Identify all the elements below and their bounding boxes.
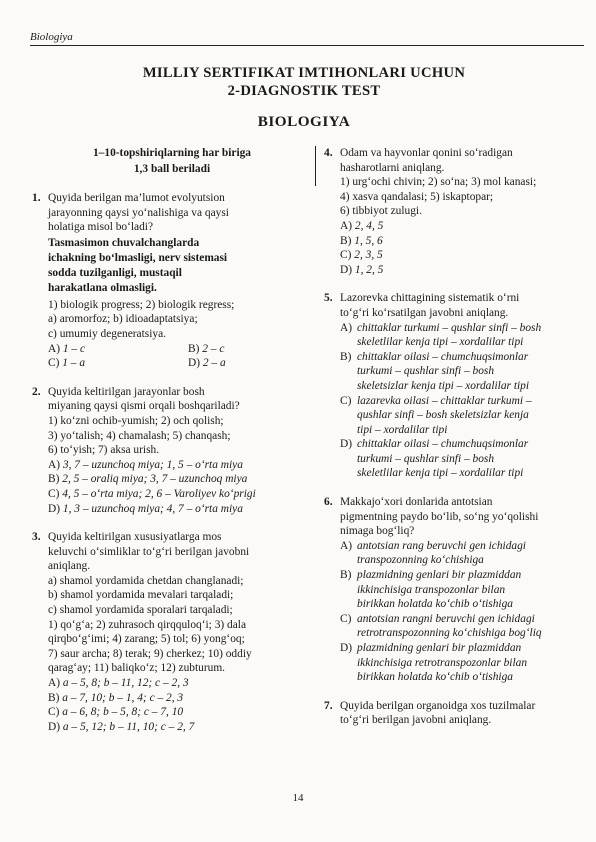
question-4	[324, 146, 590, 277]
stem-line: Lazorevka chittagining sistematik o‘rni	[340, 292, 520, 305]
question-2	[32, 385, 308, 516]
option-a[interactable]: A) 2, 4, 5	[340, 219, 384, 232]
question-7	[324, 699, 590, 728]
option-a[interactable]: A) a – 5, 8; b – 11, 12; c – 2, 3	[48, 677, 189, 690]
item-line: 1) biologik progress; 2) biologik regress;	[48, 298, 235, 311]
option-c[interactable]: C) a – 6, 8; b – 5, 8; c – 7, 10	[48, 706, 184, 719]
stem-line: aniqlang.	[48, 560, 91, 573]
stem-line: Quyida berilgan ma’lumot evolyutsion	[48, 192, 225, 204]
stem-line: qirqbo‘g‘imi; 4) zarang; 5) tol; 6) yong‘oq;	[48, 633, 245, 646]
option-b[interactable]: B) 1, 5, 6	[340, 234, 383, 247]
question-number: 4.	[324, 147, 333, 159]
left-column	[32, 146, 308, 748]
option-line: qushlar sinfi – bosh skeletsizlar kenja	[357, 409, 529, 422]
stem-line: to‘g‘ri ko‘rsatilgan javobni aniqlang.	[340, 306, 509, 319]
item-line: c) umumiy degeneratsiya.	[48, 327, 166, 340]
option-b[interactable]: B) chittaklar oilasi – chumchuqsimonlar turkumi – qushlar sinfi – bosh skeletsizlar kenja tipi – xordalilar tipi	[340, 350, 590, 394]
stem-line: pigmentning paydo bo‘lib, so‘ng yo‘qolishi	[340, 510, 539, 523]
stem-line: c) shamol yordamida sporalari tarqaladi;	[48, 604, 233, 617]
option-line: transpozonning ko‘chishiga	[357, 554, 484, 567]
option-c[interactable]: C) 1 – a	[48, 357, 86, 370]
stem-line: a) shamol yordamida chetdan changlanadi;	[48, 574, 244, 587]
stem-line: 1) ko‘zni ochib-yumish; 2) och qolish;	[48, 414, 224, 427]
option-line: skeletlilar kenja tipi – xordalilar tipi	[357, 467, 524, 480]
option-c[interactable]: C) lazarevka oilasi – chittaklar turkumi – qushlar sinfi – bosh skeletsizlar kenja tipi – xordalilar tipi	[340, 394, 590, 438]
question-3	[32, 530, 308, 734]
stem-line: 4) xasva qandalasi; 5) iskaptopar;	[340, 190, 494, 203]
stem-line: qarag‘ay; 11) baliqko‘z; 12) zubturum.	[48, 662, 226, 675]
option-b[interactable]: B) plazmidning genlari bir plazmiddan ikkinchisiga transpozonlar bilan birikkan holatda ko‘chib o‘tishiga	[340, 568, 590, 612]
option-line: chittaklar oilasi – chumchuqsimonlar	[357, 438, 529, 451]
right-column	[324, 146, 590, 742]
stem-line: to‘g‘ri berilgan javobni aniqlang.	[340, 714, 492, 727]
main-title-line1: MILLIY SERTIFIKAT IMTIHONLARI UCHUN	[142, 65, 466, 81]
option-line: skeletlilar kenja tipi – xordalilar tipi	[357, 336, 524, 349]
option-d[interactable]: D) plazmidning genlari bir plazmiddan ikkinchisiga retrotranspozonlar bilan birikkan holatda ko‘chib o‘tishiga	[340, 641, 590, 685]
title-block	[30, 64, 578, 130]
item-line: a) aromorfoz; b) idioadaptatsiya;	[48, 313, 198, 326]
question-6	[324, 495, 590, 685]
option-line: ikkinchisiga transpozonlar bilan	[357, 583, 506, 596]
stem-line: hasharotlarni aniqlang.	[340, 161, 445, 174]
bold-line: Tasmasimon chuvalchanglarda	[48, 236, 200, 249]
question-bold-statement	[48, 236, 308, 296]
option-a[interactable]: A) 1 – c	[48, 342, 86, 355]
stem-line: keluvchi o‘simliklar to‘g‘ri berilgan javobni	[48, 545, 250, 558]
option-d[interactable]: D) 2 – a	[188, 357, 226, 370]
stem-line: 6) tibbiyot zulugi.	[340, 205, 422, 218]
option-c[interactable]: C) 4, 5 – o‘rta miya; 2, 6 – Varoliyev ko‘prigi	[48, 487, 256, 500]
option-a[interactable]: A) chittaklar turkumi – qushlar sinfi – bosh skeletlilar kenja tipi – xordalilar tipi	[340, 321, 590, 350]
question-number: 6.	[324, 496, 333, 509]
subject-title: BIOLOGIYA	[257, 113, 351, 130]
option-d[interactable]: D) a – 5, 12; b – 11, 10; c – 2, 7	[48, 720, 195, 733]
stem-line: b) shamol yordamida mevalari tarqaladi;	[48, 589, 234, 602]
option-line: chittaklar oilasi – chumchuqsimonlar	[357, 350, 529, 363]
bold-line: ichakning bo‘lmasligi, nerv sistemasi	[48, 251, 228, 264]
option-line: birikkan holatda ko‘chib o‘tishiga	[357, 671, 513, 684]
bold-line: sodda tuzilganligi, mustaqil	[48, 266, 182, 279]
stem-line: nimaga bog‘liq?	[340, 525, 415, 538]
stem-line: holatiga misol bo‘ladi?	[48, 221, 154, 234]
stem-line: Quyida berilgan organoidga xos tuzilmalar	[340, 699, 536, 712]
question-number: 7.	[324, 699, 333, 712]
option-line: turkumi – qushlar sinfi – bosh	[357, 365, 495, 378]
stem-line: Quyida keltirilgan jarayonlar bosh	[48, 385, 205, 398]
option-d[interactable]: D) chittaklar oilasi – chumchuqsimonlar turkumi – qushlar sinfi – bosh skeletlilar kenja tipi – xordalilar tipi	[340, 437, 590, 481]
bold-line: harakatlana olmasligi.	[48, 281, 157, 294]
question-number: 3.	[32, 531, 41, 544]
option-b[interactable]: B) 2 – c	[188, 342, 225, 355]
option-c[interactable]: C) 2, 3, 5	[340, 249, 383, 262]
option-line: retrotranspozonning ko‘chishiga bog‘liq	[357, 627, 542, 640]
stem-line: 3) yo‘talish; 4) chamalash; 5) chanqash;	[48, 429, 231, 442]
stem-line: 6) to‘yish; 7) aksa urish.	[48, 444, 160, 457]
running-header: Biologiya	[30, 31, 73, 43]
question-1	[32, 191, 308, 371]
option-a[interactable]: A) antotsian rang beruvchi gen ichidagi transpozonning ko‘chishiga	[340, 539, 590, 568]
stem-line: Makkajo‘xori donlarida antotsian	[340, 496, 493, 509]
option-line: turkumi – qushlar sinfi – bosh	[357, 452, 495, 465]
stem-line: miyaning qaysi qismi orqali boshqariladi?	[48, 400, 240, 413]
option-c[interactable]: C) antotsian rangni beruvchi gen ichidagi retrotranspozonning ko‘chishiga bog‘liq	[340, 612, 590, 641]
stem-line: 7) saur archa; 8) terak; 9) cherkez; 10) oddiy	[48, 647, 252, 660]
stem-line: jarayonning qaysi yo‘nalishiga va qaysi	[48, 206, 229, 219]
option-line: chittaklar turkumi – qushlar sinfi – bosh	[357, 321, 542, 334]
option-line: lazarevka oilasi – chittaklar turkumi –	[357, 394, 532, 407]
option-line: antotsian rang beruvchi gen ichidagi	[357, 539, 526, 552]
option-d[interactable]: D) 1, 2, 5	[340, 263, 384, 276]
option-d[interactable]: D) 1, 3 – uzunchoq miya; 4, 7 – o‘rta miya	[48, 502, 243, 515]
stem-line: Odam va hayvonlar qonini so‘radigan	[340, 147, 513, 159]
header-rule	[30, 45, 584, 46]
option-line: tipi – xordalilar tipi	[357, 423, 448, 436]
section-heading	[36, 146, 308, 177]
question-number: 5.	[324, 292, 333, 305]
question-stem	[48, 191, 308, 235]
option-line: skeletsizlar kenja tipi – xordalilar tipi	[357, 379, 530, 392]
main-title-line2: 2-DIAGNOSTIK TEST	[227, 83, 381, 99]
option-a[interactable]: A) 3, 7 – uzunchoq miya; 1, 5 – o‘rta miya	[48, 458, 243, 471]
column-divider	[315, 146, 316, 186]
answer-options	[48, 342, 308, 371]
option-line: antotsian rangni beruvchi gen ichidagi	[357, 612, 535, 625]
page-number: 14	[292, 792, 304, 804]
option-line: birikkan holatda ko‘chib o‘tishiga	[357, 598, 513, 611]
option-b[interactable]: B) a – 7, 10; b – 1, 4; c – 2, 3	[48, 691, 184, 704]
section-heading-line2: 1,3 ball beriladi	[133, 162, 211, 175]
stem-line: 1) qo‘g‘a; 2) zuhrasoch qirqquloq‘i; 3) dala	[48, 618, 247, 631]
stem-line: Quyida keltirilgan xususiyatlarga mos	[48, 531, 222, 544]
option-line: plazmidning genlari bir plazmiddan	[357, 569, 522, 582]
option-line: ikkinchisiga retrotranspozonlar bilan	[357, 656, 528, 669]
question-5	[324, 291, 590, 481]
stem-line: 1) urg‘ochi chivin; 2) so‘na; 3) mol kanasi;	[340, 176, 537, 189]
question-number: 1.	[32, 192, 41, 204]
section-heading-line1: 1–10-topshiriqlarning har biriga	[92, 147, 252, 159]
option-b[interactable]: B) 2, 5 – oraliq miya; 3, 7 – uzunchoq miya	[48, 473, 248, 486]
question-number: 2.	[32, 385, 41, 398]
option-line: plazmidning genlari bir plazmiddan	[357, 642, 522, 654]
